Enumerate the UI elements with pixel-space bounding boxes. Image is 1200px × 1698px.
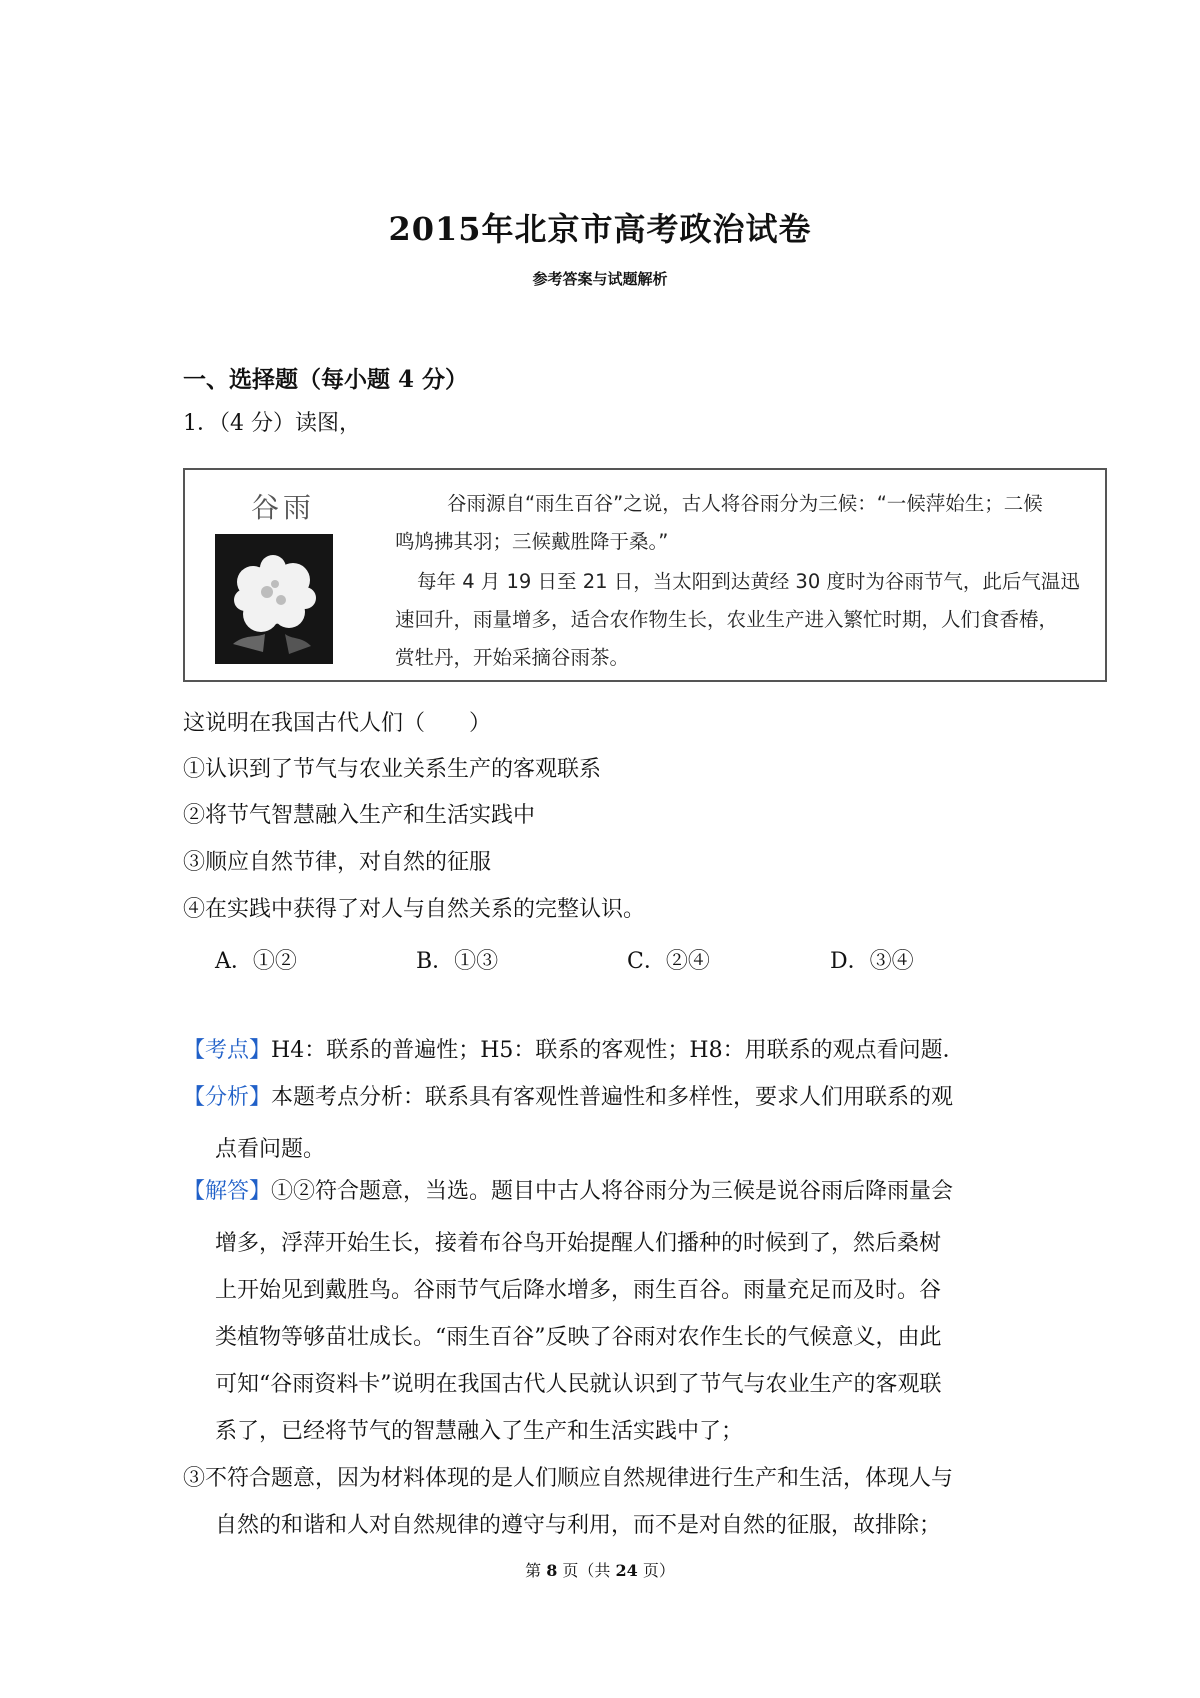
guyu-info-card (183, 468, 1107, 682)
peony-flower-icon (215, 534, 333, 664)
fenxi-continuation: 点看问题。 (215, 1137, 326, 1162)
statement-item: ①认识到了节气与农业关系生产的客观联系 (183, 757, 602, 782)
jieda-continuation: 系了，已经将节气的智慧融入了生产和生活实践中了； (215, 1419, 744, 1444)
choice-option-d: D．③④ (830, 949, 914, 974)
jieda-text: ①②符合题意，当选。题目中古人将谷雨分为三候是说谷雨后降雨量会 (271, 1179, 954, 1204)
document-title: 2015年北京市高考政治试卷 (388, 210, 812, 248)
fenxi-tag: 【分析】 (183, 1085, 272, 1110)
kaodian-tag: 【考点】 (183, 1038, 272, 1063)
card-label: 谷雨 (251, 491, 316, 524)
question-number: 1．（4 分）读图， (183, 411, 361, 436)
question-stem: 这说明在我国古代人们（ ） (183, 711, 492, 736)
card-line: 速回升，雨量增多，适合农作物生长，农业生产进入繁忙时期，人们食香椿， (395, 608, 1059, 631)
kaodian-text: H4：联系的普遍性；H5：联系的客观性；H8：用联系的观点看问题． (271, 1038, 965, 1063)
jieda-continuation: 上开始见到戴胜鸟。谷雨节气后降水增多，雨生百谷。雨量充足而及时。谷 (215, 1278, 942, 1303)
fenxi-text: 本题考点分析：联系具有客观性普遍性和多样性，要求人们用联系的观 (271, 1085, 954, 1110)
kaodian-row (183, 1027, 965, 1074)
choice-option-a: A．①② (215, 949, 297, 974)
document-subtitle: 参考答案与试题解析 (532, 270, 668, 288)
choice-option-c: C．②④ (627, 949, 710, 974)
footer-post: 页） (637, 1561, 675, 1580)
statement-item: ③顺应自然节律，对自然的征服 (183, 850, 492, 875)
statement-item: ②将节气智慧融入生产和生活实践中 (183, 803, 536, 828)
card-line: 赏牡丹，开始采摘谷雨茶。 (395, 646, 630, 669)
fenxi-row (183, 1074, 953, 1121)
footer-total-pages: 24 (615, 1561, 638, 1580)
statement-item: ④在实践中获得了对人与自然关系的完整认识。 (183, 897, 646, 922)
page-footer (0, 1558, 1200, 1581)
card-line: 鸣鸠拂其羽；三候戴胜降于桑。” (395, 530, 669, 553)
item3-explanation: ③不符合题意，因为材料体现的是人们顺应自然规律进行生产和生活，体现人与 (183, 1466, 954, 1491)
footer-page-number: 8 (546, 1561, 558, 1580)
choice-option-b: B．①③ (416, 949, 499, 974)
footer-mid: 页（共 (557, 1561, 616, 1580)
card-line: 每年 4 月 19 日至 21 日，当太阳到达黄经 30 度时为谷雨节气，此后气温迅 (417, 570, 1080, 593)
item3-continuation: 自然的和谐和人对自然规律的遵守与利用，而不是对自然的征服，故排除； (215, 1513, 942, 1538)
jieda-row (183, 1168, 953, 1215)
jieda-continuation: 增多，浮萍开始生长，接着布谷鸟开始提醒人们播种的时候到了，然后桑树 (215, 1231, 942, 1256)
card-line: 谷雨源自“雨生百谷”之说，古人将谷雨分为三候：“一候萍始生；二候 (447, 492, 1043, 515)
footer-pre: 第 (525, 1561, 547, 1580)
jieda-continuation: 可知“谷雨资料卡”说明在我国古代人民就认识到了节气与农业生产的客观联 (215, 1372, 942, 1397)
jieda-continuation: 类植物等够苗壮成长。“雨生百谷”反映了谷雨对农作生长的气候意义，由此 (215, 1325, 942, 1350)
jieda-tag: 【解答】 (183, 1179, 272, 1204)
section-heading: 一、选择题（每小题 4 分） (183, 366, 469, 393)
peony-flower-image (215, 534, 333, 664)
